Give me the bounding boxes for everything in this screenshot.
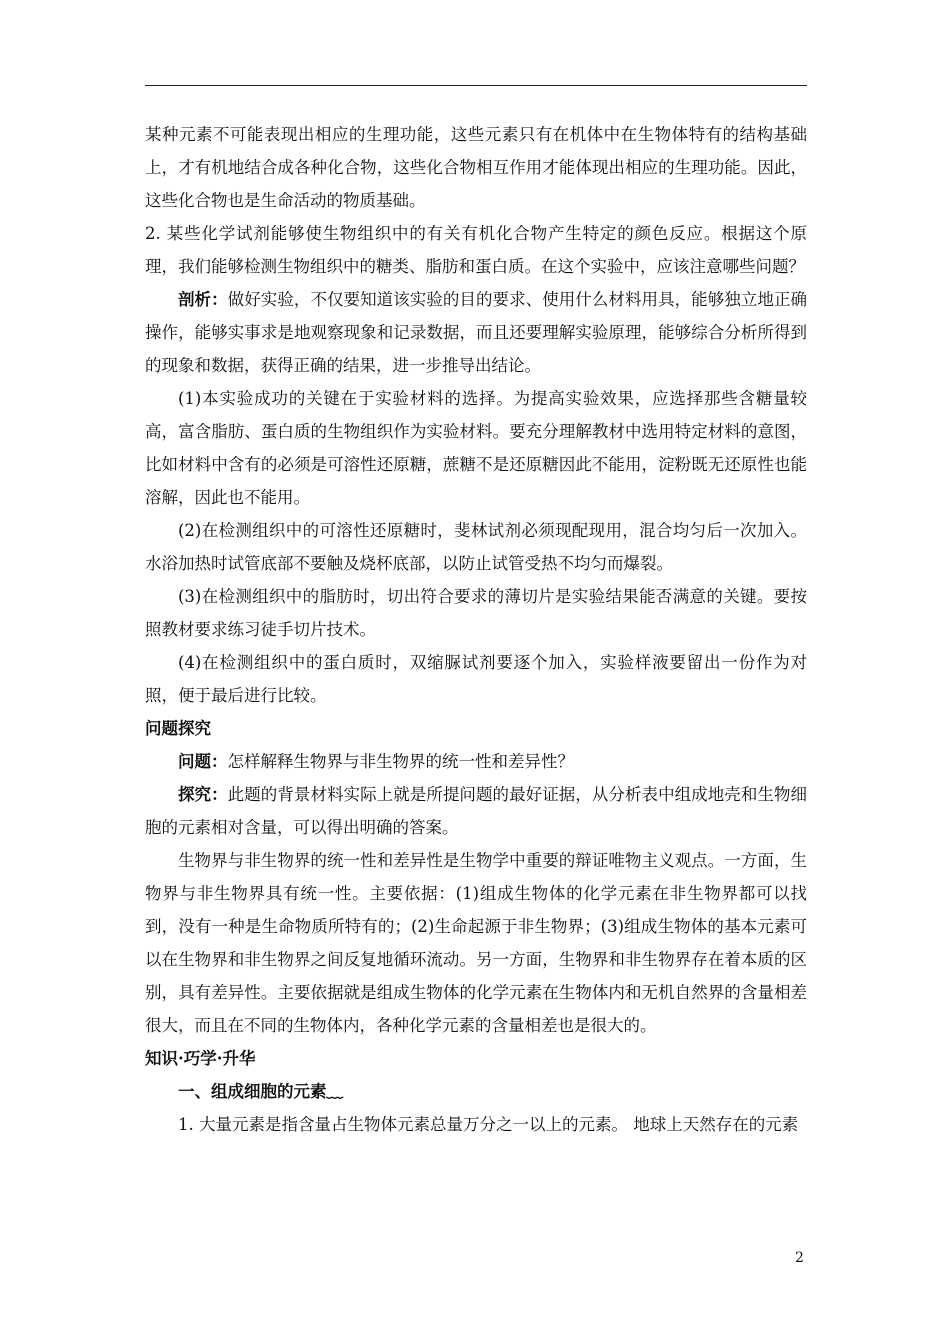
document-body [145, 118, 807, 1141]
analysis-label: 剖析： [178, 290, 228, 309]
paragraph: 1. 大量元素是指含量占生物体元素总量万分之一以上的元素。 地球上天然存在的元素 [178, 1115, 799, 1134]
paragraph: 2. 某些化学试剂能够使生物组织中的有关有机化合物产生特定的颜色反应。根据这个原理，我们能够检测生物组织中的糖类、脂肪和蛋白质。在这个实验中，应该注意哪些问题？ [145, 224, 807, 276]
exploration [145, 778, 807, 844]
exploration-text: 此题的背景材料实际上就是所提问题的最好证据，从分析表中组成地壳和生物细胞的元素相对含量，可以得出明确的答案。 [145, 785, 808, 837]
subsection-heading [145, 1075, 807, 1108]
question-text: 怎样解释生物界与非生物界的统一性和差异性？ [227, 752, 574, 771]
paragraph-analysis [145, 283, 807, 382]
subsection-title: 一、组成细胞的元素 [178, 1082, 327, 1101]
paragraph: (3)在检测组织中的脂肪时，切出符合要求的薄切片是实验结果能否满意的关键。要按照教材要求练习徒手切片技术。 [145, 587, 807, 639]
section-heading: 知识·巧学·升华 [145, 1049, 256, 1068]
paragraph: 生物界与非生物界的统一性和差异性是生物学中重要的辩证唯物主义观点。一方面，生物界与非生物界具有统一性。主要依据：(1)组成生物体的化学元素在非生物界都可以找到，没有一种是生命物质所特有的；(2)生命起源于非生物界；(3)组成生物体的基本元素可以在生物界和非生物界之间反复地循环流动。另一方面，生物界和非生物界存在着本质的区别，具有差异性。主要依据就是组成生物体的化学元素在生物体内和无机自然界的含量相差很大，而且在不同的生物体内，各种化学元素的含量相差也是很大的。 [145, 851, 807, 1035]
paragraph: (1)本实验成功的关键在于实验材料的选择。为提高实验效果，应选择那些含糖量较高，富含脂肪、蛋白质的生物组织作为实验材料。要充分理解教材中选用特定材料的意图，比如材料中含有的必须是可溶性还原糖，蔗糖不是还原糖因此不能用，淀粉既无还原性也能溶解，因此也不能用。 [145, 389, 807, 507]
section-heading: 问题探究 [145, 719, 211, 738]
question-label: 问题： [178, 752, 228, 771]
paragraph: (4)在检测组织中的蛋白质时，双缩脲试剂要逐个加入，实验样液要留出一份作为对照，便于最后进行比较。 [145, 653, 807, 705]
analysis-text: 做好实验，不仅要知道该实验的目的要求、使用什么材料用具，能够独立地正确操作，能够实事求是地观察现象和记录数据，而且还要理解实验原理，能够综合分析所得到的现象和数据，获得正确的结果，进一步推导出结论。 [145, 290, 808, 375]
wavy-mark: ﹏ [326, 1082, 342, 1101]
page-number: 2 [795, 1250, 804, 1266]
question [145, 745, 807, 778]
header-rule [145, 85, 807, 86]
paragraph: 某种元素不可能表现出相应的生理功能，这些元素只有在机体中在生物体特有的结构基础上，才有机地结合成各种化合物，这些化合物相互作用才能体现出相应的生理功能。因此，这些化合物也是生命活动的物质基础。 [145, 125, 807, 210]
paragraph: (2)在检测组织中的可溶性还原糖时，斐林试剂必须现配现用，混合均匀后一次加入。水浴加热时试管底部不要触及烧杯底部，以防止试管受热不均匀而爆裂。 [145, 521, 807, 573]
exploration-label: 探究： [178, 785, 228, 804]
